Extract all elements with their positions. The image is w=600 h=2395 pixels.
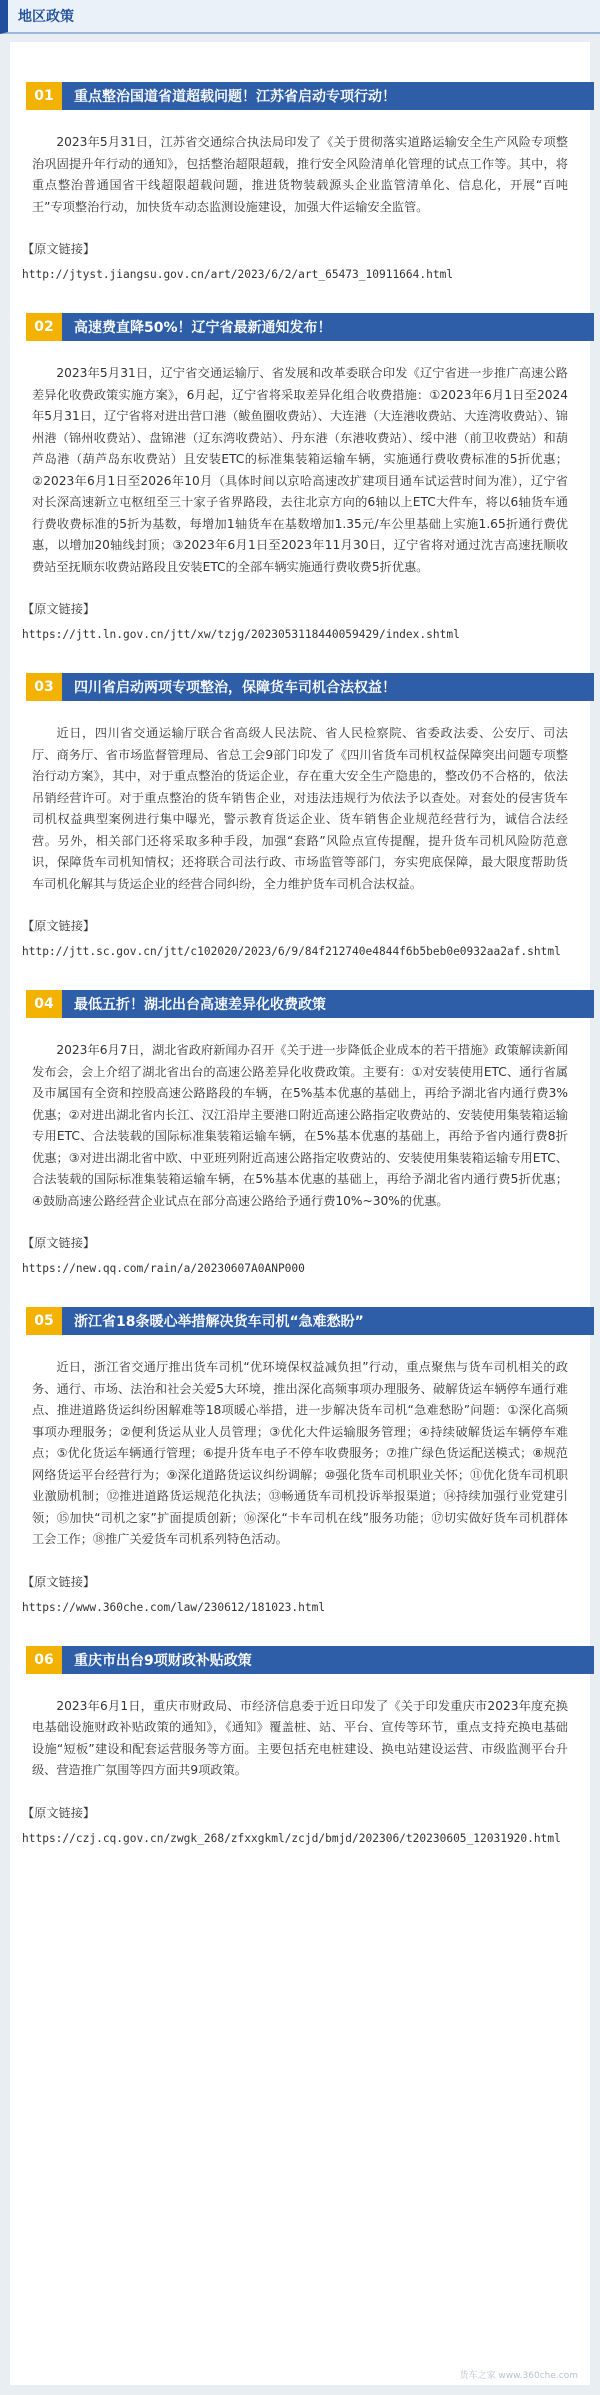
section-number: 01 <box>26 82 62 110</box>
section-heading: 重点整治国道省道超载问题！江苏省启动专项行动！ <box>74 89 396 105</box>
section-body: 2023年5月31日，辽宁省交通运输厅、省发展和改革委联合印发《辽宁省进一步推广高速公路差异化收费政策实施方案》，6月起，辽宁省将采取差异化组合收费措施：①2023年6月1日至2024年5月31日，辽宁省将对进出营口港（鲅鱼圈收费站）、大连港（大连港收费站、大连湾收费站）、锦州港（锦州收费站）、盘锦港（辽东湾收费站）、丹东港（东港收费站）、绥中港（前卫收费站）和葫芦岛港（葫芦岛东收费站）且安装ETC的标准集装箱运输车辆，实施通行费收费标准的5折优惠；②2023年6月1日至2026年10月（具体时间以京哈高速改扩建项目通车试运营时间为准），辽宁省对长深高速新立屯枢纽至三十家子省界路段，去往北京方向的6轴以上ETC大件车，将以6轴货车通行费收费标准的5折为基数，每增加1轴货车在基数增加1.35元/车公里基础上实施1.65折通行费优惠，以增加20轴线封顶；③2023年6月1日至2023年11月30日，辽宁省将对通过沈吉高速抚顺收费站至抚顺东收费站路段且安装ETC的全部车辆实施通行费收费5折优惠。 <box>32 366 568 574</box>
source-link-url[interactable]: https://jtt.ln.gov.cn/jtt/xw/tzjg/2023053118440059429/index.shtml <box>22 628 460 641</box>
policy-section <box>10 1307 590 1618</box>
section-number: 02 <box>26 313 62 341</box>
section-header <box>0 0 600 34</box>
source-link-url[interactable]: https://new.qq.com/rain/a/20230607A0ANP000 <box>22 1262 305 1275</box>
section-body: 近日，四川省交通运输厅联合省高级人民法院、省人民检察院、省委政法委、公安厅、司法厅、商务厅、省市场监督管理局、省总工会9部门印发了《四川省货车司机权益保障突出问题专项整治行动方案》，其中，对于重点整治的货运企业，存在重大安全生产隐患的，整改仍不合格的，依法吊销经营许可。对于重点整治的货车销售企业，对违法违规行为依法予以查处。对套处的侵害货车司机权益典型案例进行集中曝光，警示教育货运企业、货车销售企业规范经营行为，诚信合法经营。另外，相关部门还将采取多种手段，加强“套路”风险点宣传提醒，提升货车司机风险防范意识，保障货车司机知情权；还将联合司法行政、市场监管等部门，夯实兜底保障，最大限度帮助货车司机化解其与货运企业的经营合同纠纷，全力维护货车司机合法权益。 <box>32 726 568 891</box>
source-link-label: 【原文链接】 <box>22 602 96 616</box>
source-link-url[interactable]: https://www.360che.com/law/230612/181023.html <box>22 1600 326 1614</box>
source-link-label: 【原文链接】 <box>22 1574 96 1589</box>
source-link-url[interactable]: http://jtt.sc.gov.cn/jtt/c102020/2023/6/9/84f212740e4844f6b5beb0e0932aa2af.shtml <box>22 945 561 958</box>
section-title-bar <box>26 1646 594 1674</box>
section-heading: 重庆市出台9项财政补贴政策 <box>74 1652 252 1669</box>
section-body: 2023年6月7日，湖北省政府新闻办召开《关于进一步降低企业成本的若干措施》政策解读新闻发布会，会上介绍了湖北省出台的高速公路差异化收费政策。主要有：①对安装使用ETC、通行省属及市属国有全资和控股高速公路路段的车辆，在5%基本优惠的基础上，再给予湖北省内通行费3%优惠；②对进出湖北省内长江、汉江沿岸主要港口附近高速公路指定收费站的、安装使用集装箱运输专用ETC、合法装载的国际标准集装箱运输车辆，在5%基本优惠的基础上，再给予省内通行费8折优惠；③对进出湖北省中欧、中亚班列附近高速公路指定收费站的、安装使用集装箱运输专用ETC、合法装载的国际标准集装箱运输车辆，在5%基本优惠的基础上，再给予湖北省内通行费5折优惠；④鼓励高速公路经营企业试点在部分高速公路给予通行费10%~30%的优惠。 <box>32 1043 568 1208</box>
source-link-url[interactable]: http://jtyst.jiangsu.gov.cn/art/2023/6/2/art_65473_10911664.html <box>22 268 454 281</box>
source-link-label: 【原文链接】 <box>22 242 96 256</box>
policy-section <box>10 673 590 962</box>
policy-section <box>10 1646 590 1849</box>
section-body: 近日，浙江省交通厅推出货车司机“优环境保权益减负担”行动，重点聚焦与货车司机相关的政务、通行、市场、法治和社会关爱5大环境，推出深化高频事项办理服务、破解货运车辆停车通行难点、推进道路货运纠纷困解难等18项暖心举措，进一步解决货车司机“急难愁盼”问题：①深化高频事项办理服务；②便利货运从业人员管理；③优化大件运输服务管理；④持续破解货运车辆停车难点；⑤优化货运车辆通行管理；⑥提升货车电子不停车收费服务；⑦推广绿色货运配送模式；⑧规范网络货运平台经营行为；⑨深化道路货运议纠纷调解；⑩强化货车司机职业关怀；⑪优化货车司机职业激励机制；⑫推进道路货运规范化执法；⑬畅通货车司机投诉举报渠道；⑭持续加强行业党建引领；⑮加快“司机之家”扩面提质创新；⑯深化“卡车司机在线”服务功能；⑰切实做好货车司机群体工会工作；⑱推广关爱货车司机系列特色活动。 <box>32 1360 568 1546</box>
section-title-bar <box>26 313 594 341</box>
section-title-bar <box>26 673 594 701</box>
section-heading: 最低五折！湖北出台高速差异化收费政策 <box>74 997 326 1013</box>
article-content <box>10 42 590 2385</box>
source-link-label: 【原文链接】 <box>22 1236 96 1250</box>
source-link-url[interactable]: https://czj.cq.gov.cn/zwgk_268/zfxxgkml/zcjd/bmjd/202306/t20230605_12031920.html <box>22 1831 561 1845</box>
section-title-bar <box>26 82 594 110</box>
section-number: 04 <box>26 990 62 1018</box>
policy-section <box>10 990 590 1279</box>
section-number: 06 <box>26 1646 62 1674</box>
source-link-label: 【原文链接】 <box>22 1805 96 1820</box>
policy-section <box>10 82 590 285</box>
section-title-bar <box>26 990 594 1018</box>
watermark: 货车之家 www.360che.com <box>459 2371 578 2381</box>
policy-section <box>10 313 590 645</box>
section-number: 05 <box>26 1307 62 1335</box>
header-title: 地区政策 <box>18 9 74 25</box>
section-body: 2023年6月1日，重庆市财政局、市经济信息委于近日印发了《关于印发重庆市2023年度充换电基础设施财政补贴政策的通知》，《通知》覆盖桩、站、平台、宣传等环节，重点支持充换电基础设施“短板”建设和配套运营服务等方面。主要包括充电桩建设、换电站建设运营、市级监测平台升级、营造推广氛围等四方面共9项政策。 <box>32 1698 568 1777</box>
section-heading: 四川省启动两项专项整治，保障货车司机合法权益！ <box>74 680 396 696</box>
source-link-label: 【原文链接】 <box>22 919 96 933</box>
section-title-bar <box>26 1307 594 1335</box>
section-heading: 浙江省18条暖心举措解决货车司机“急难愁盼” <box>74 1314 364 1330</box>
section-number: 03 <box>26 673 62 701</box>
section-heading: 高速费直降50%！辽宁省最新通知发布！ <box>74 320 332 336</box>
section-body: 2023年5月31日，江苏省交通综合执法局印发了《关于贯彻落实道路运输安全生产风险专项整治巩固提升年行动的通知》，包括整治超限超载，推行安全风险清单化管理的试点工作等。其中，将重点整治普通国省干线超限超载问题，推进货物装载源头企业监管清单化、信息化，开展“百吨王”专项整治行动，加快货车动态监测设施建设，加强大件运输安全监管。 <box>32 135 568 214</box>
